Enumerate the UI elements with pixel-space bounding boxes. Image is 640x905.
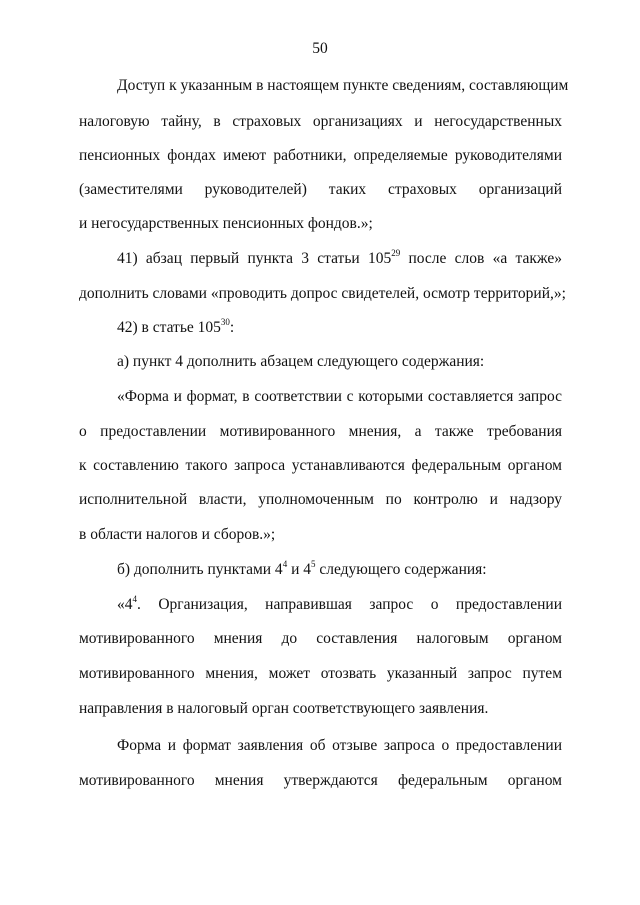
text-line: мотивированного мнения утверждаются федеральным органом — [79, 772, 562, 789]
text-line: а) пункт 4 дополнить абзацем следующего содержания: — [117, 353, 485, 370]
page-number: 50 — [312, 40, 328, 57]
text-line: и негосударственных пенсионных фондов.»; — [79, 215, 373, 232]
text-line: «$4^4$. Организация, направившая запрос о предоставлении — [117, 594, 562, 613]
text-line: 42) в статье $105^{30}$: — [117, 317, 235, 336]
text-line: налоговую тайну, в страховых организациях и негосударственных — [79, 113, 562, 130]
text-line: Форма и формат заявления об отзыве запроса о предоставлении — [117, 737, 562, 754]
text-line: пенсионных фондах имеют работники, определяемые руководителями — [79, 147, 562, 164]
text-line: направления в налоговый орган соответствующего заявления. — [79, 700, 489, 717]
text-line: в области налогов и сборов.»; — [79, 526, 276, 543]
text-line: дополнить словами «проводить допрос свидетелей, осмотр территорий,»; — [79, 285, 566, 302]
text-line: к составлению такого запроса устанавливаются федеральным органом — [79, 457, 562, 474]
text-line: б) дополнить пунктами $4^4$ и $4^5$ следующего содержания: — [117, 559, 487, 578]
text-line: мотивированного мнения до составления налоговым органом — [79, 630, 562, 647]
text-line: исполнительной власти, уполномоченным по контролю и надзору — [79, 491, 562, 508]
text-line: о предоставлении мотивированного мнения, а также требования — [79, 423, 562, 440]
text-line: (заместителями руководителей) таких страховых организаций — [79, 181, 562, 198]
text-line: «Форма и формат, в соответствии с которыми составляется запрос — [117, 388, 562, 405]
text-line: 41) абзац первый пункта 3 статьи $105^{29}$ после слов «а также» — [117, 248, 562, 267]
text-line: мотивированного мнения, может отозвать указанный запрос путем — [79, 665, 562, 682]
text-line: Доступ к указанным в настоящем пункте сведениям, составляющим — [117, 77, 569, 94]
